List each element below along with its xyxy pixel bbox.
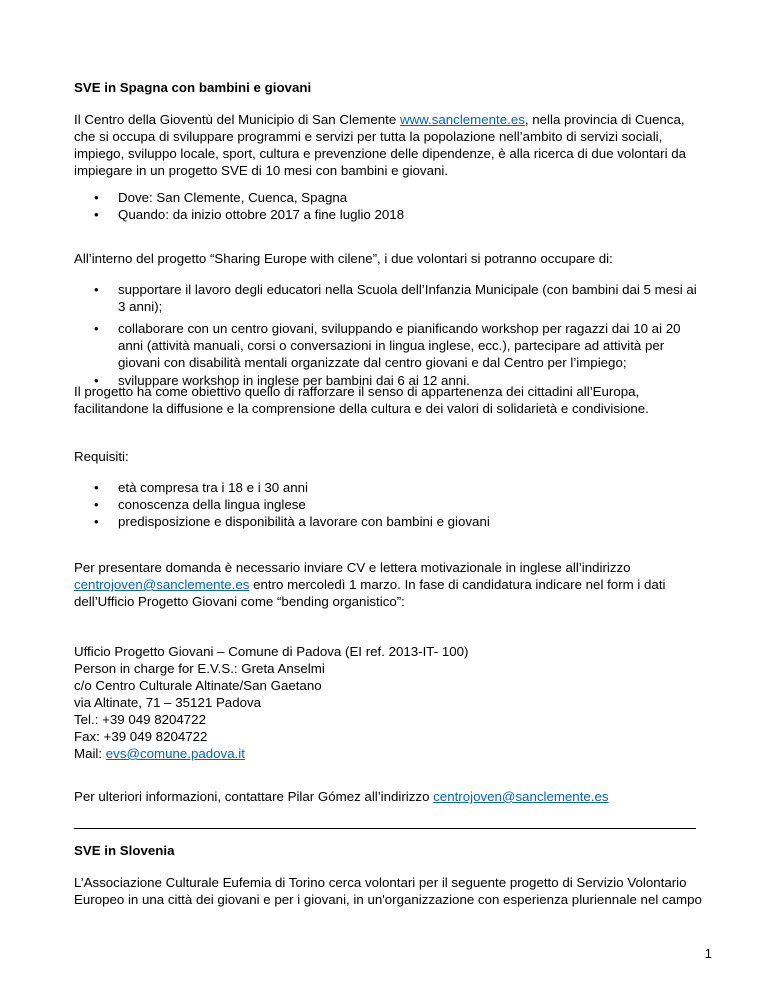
- project-intro-paragraph: All’interno del progetto “Sharing Europe with cilene”, i due volontari si potranno occupare di:: [74, 251, 613, 266]
- slovenia-intro-paragraph: L’Associazione Culturale Eufemia di Torino cerca volontari per il seguente progetto di Servizio Volontario Europeo in una città dei giovani e per i giovani, in un'organizzazione con esperienza pluriennale nel campo: [74, 875, 702, 907]
- contact-line: Ufficio Progetto Giovani – Comune di Padova (EI ref. 2013-IT- 100): [74, 644, 469, 659]
- bullet-icon: •: [94, 480, 99, 495]
- intro-text-after: , nella provincia di Cuenca, che si occupa di sviluppare programmi e servizi per tutta la popolazione nell’ambito di servizi sociali, impiego, sviluppo locale, sport, cultura e prevenzione delle dipendenze, è alla ricerca di due volontari da impiegare in un progetto SVE di 10 mesi con bambini e giovani.: [74, 112, 687, 178]
- tasks-list: [94, 281, 704, 389]
- spain-intro-paragraph: [74, 111, 704, 179]
- bullet-icon: •: [94, 190, 99, 205]
- requirements-label: Requisiti:: [74, 449, 129, 464]
- list-item: • conoscenza della lingua inglese: [94, 497, 306, 512]
- padova-email-link[interactable]: evs@comune.padova.it: [105, 746, 245, 761]
- bullet-icon: •: [94, 514, 99, 529]
- list-item: • età compresa tra i 18 e i 30 anni: [94, 480, 308, 495]
- section-divider: [74, 828, 696, 829]
- centrojoven-email-link[interactable]: centrojoven@sanclemente.es: [74, 577, 250, 592]
- section-title-slovenia: SVE in Slovenia: [74, 843, 175, 858]
- list-item: • predisposizione e disponibilità a lavorare con bambini e giovani: [94, 514, 490, 529]
- contact-line: Person in charge for E.V.S.: Greta Anselmi: [74, 661, 325, 676]
- intro-text-before: Il Centro della Gioventù del Municipio di San Clemente: [74, 112, 397, 127]
- list-item: • Dove: San Clemente, Cuenca, Spagna: [94, 190, 348, 205]
- more-info-paragraph: Per ulteriori informazioni, contattare Pilar Gómez all’indirizzo centrojoven@sanclemente.es: [74, 789, 609, 804]
- bullet-icon: •: [94, 321, 99, 336]
- contact-line: via Altinate, 71 – 35121 Padova: [74, 695, 262, 710]
- section-title-spain: SVE in Spagna con bambini e giovani: [74, 80, 312, 95]
- contact-block: [74, 643, 704, 762]
- list-item: • sviluppare workshop in inglese per bambini dai 6 ai 12 anni.: [94, 373, 470, 388]
- bullet-icon: •: [94, 282, 99, 297]
- bullet-icon: •: [94, 207, 99, 222]
- facts-list: [94, 189, 704, 223]
- objective-paragraph: Il progetto ha come obiettivo quello di rafforzare il senso di appartenenza dei cittadini all’Europa, facilitandone la diffusione e la comprensione della cultura e dei valori di solidarietà e condivisione.: [74, 384, 649, 416]
- bullet-icon: •: [94, 373, 99, 388]
- page-number: 1: [704, 946, 712, 961]
- more-info-email-link[interactable]: centrojoven@sanclemente.es: [433, 789, 609, 804]
- list-item: • collaborare con un centro giovani, sviluppando e pianificando workshop per ragazzi dai 10 ai 20 anni (attività manuali, corsi o conversazioni in lingua inglese, ecc.), partecipare ad attività per giovani con disabilità mentali organizzate dal centro giovani e dal Centro per l’impiego;: [94, 321, 681, 370]
- contact-mail-line: Mail: evs@comune.padova.it: [74, 746, 245, 761]
- contact-line: Fax: +39 049 8204722: [74, 729, 208, 744]
- sanclemente-website-link[interactable]: www.sanclemente.es: [399, 112, 525, 127]
- application-paragraph: Per presentare domanda è necessario inviare CV e lettera motivazionale in inglese all’indirizzo centrojoven@sanclemente.es entro mercoledì 1 marzo. In fase di candidatura indicare nel form i dati dell’Ufficio Progetto Giovani come “bending organistico”:: [74, 560, 666, 609]
- requirements-list: [94, 479, 704, 530]
- list-item: • Quando: da inizio ottobre 2017 a fine luglio 2018: [94, 207, 405, 222]
- contact-line: Tel.: +39 049 8204722: [74, 712, 206, 727]
- contact-line: c/o Centro Culturale Altinate/San Gaetano: [74, 678, 322, 693]
- list-item: • supportare il lavoro degli educatori nella Scuola dell’Infanzia Municipale (con bambini dai 5 mesi ai 3 anni);: [94, 282, 697, 314]
- bullet-icon: •: [94, 497, 99, 512]
